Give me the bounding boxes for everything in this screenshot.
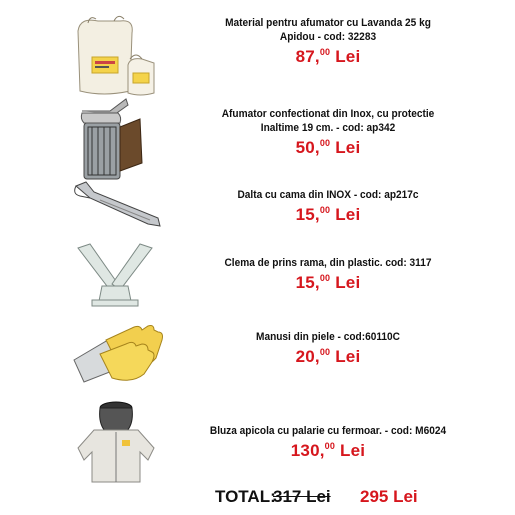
new-total-price: 295 Lei	[360, 487, 418, 506]
old-total-price: 317 Lei	[273, 487, 331, 506]
product-item	[0, 240, 515, 315]
product-price: 50,00 Lei	[295, 138, 361, 157]
beekeeping-jacket-image	[70, 396, 160, 489]
product-price: 87,00 Lei	[295, 47, 361, 66]
product-price: 130,00 Lei	[290, 441, 366, 460]
frame-clamp-image	[70, 240, 160, 315]
product-description: Afumator confectionat din Inox, cu protectie Inaltime 19 cm. - cod: ap342	[221, 108, 435, 134]
product-item	[0, 180, 515, 235]
leather-gloves-image	[70, 318, 170, 391]
product-description: Material pentru afumator cu Lavanda 25 kg Apidou - cod: 32283	[225, 17, 431, 43]
total-row	[0, 487, 515, 511]
total-label: TOTAL:	[215, 487, 276, 506]
product-item	[0, 95, 515, 185]
product-item	[0, 318, 515, 388]
smoker-image	[70, 97, 150, 190]
smoker-fuel-bag-image	[70, 13, 160, 103]
product-price: 15,00 Lei	[295, 205, 361, 224]
product-item	[0, 396, 515, 484]
product-item	[0, 10, 515, 100]
product-description: Clema de prins rama, din plastic. cod: 3117	[224, 257, 432, 269]
product-price: 15,00 Lei	[295, 273, 361, 292]
product-description: Manusi din piele - cod:60110C	[256, 331, 400, 343]
hive-tool-image	[70, 180, 165, 235]
product-description: Dalta cu cama din INOX - cod: ap217c	[237, 189, 419, 201]
product-description: Bluza apicola cu palarie cu fermoar. - cod: M6024	[209, 425, 447, 437]
product-price: 20,00 Lei	[295, 347, 361, 366]
